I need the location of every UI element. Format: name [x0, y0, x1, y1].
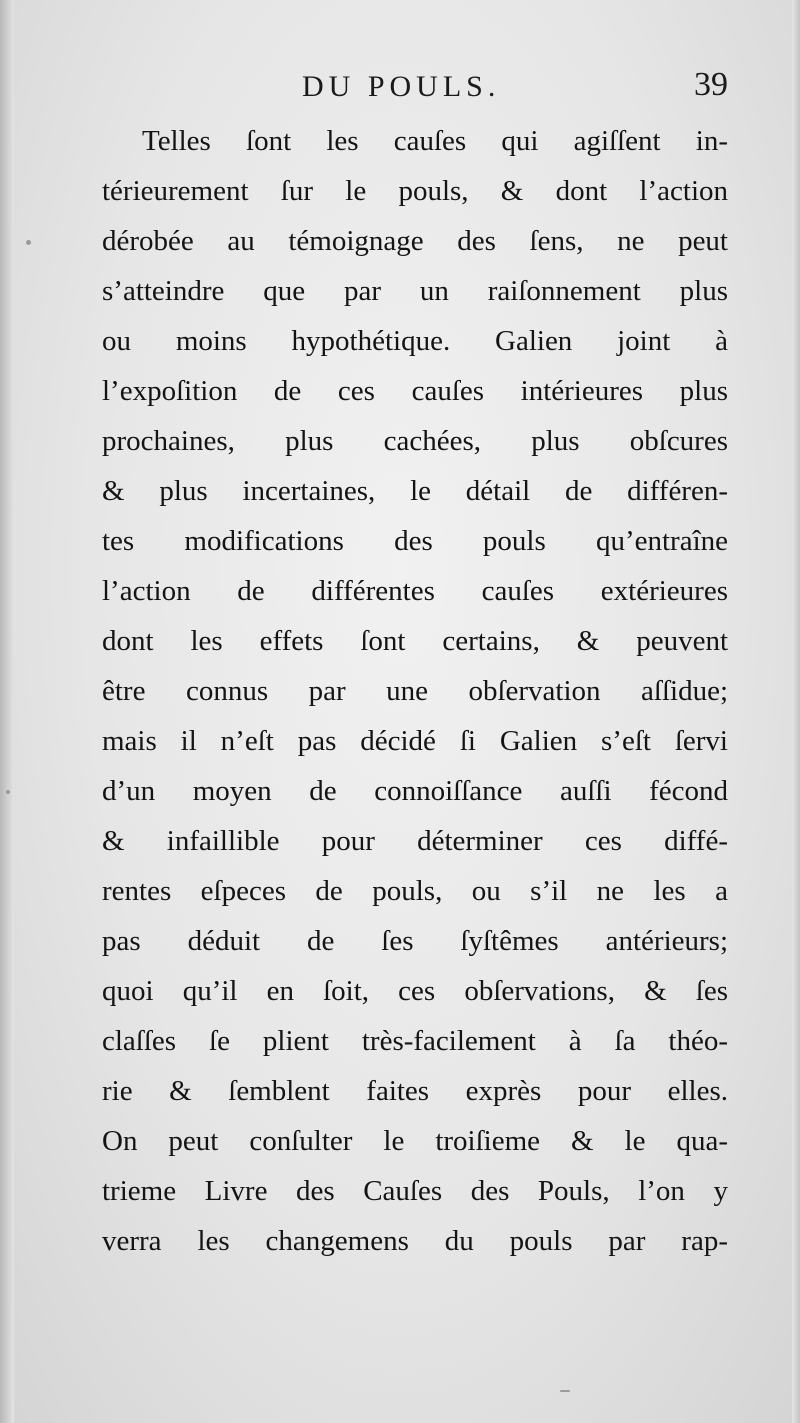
text-line: pas déduit de ſes ſyſtêmes antérieurs; [102, 925, 728, 957]
page-edge-left [0, 0, 14, 1423]
text-line: Telles ſont les cauſes qui agiſſent in- [142, 125, 728, 157]
text-line: verra les changemens du pouls par rap- [102, 1225, 728, 1257]
paper-speck [26, 240, 31, 245]
text-line: l’expoſition de ces cauſes intérieures plus [102, 375, 728, 407]
text-line: claſſes ſe plient très-facilement à ſa théo- [102, 1025, 728, 1057]
page-number: 39 [694, 66, 728, 103]
paper-speck [560, 1390, 570, 1392]
text-line: tes modifications des pouls qu’entraîne [102, 525, 728, 557]
text-line: & plus incertaines, le détail de différen- [102, 475, 728, 507]
text-line: rentes eſpeces de pouls, ou s’il ne les a [102, 875, 728, 907]
text-line: On peut conſulter le troiſieme & le qua- [102, 1125, 728, 1157]
text-line: prochaines, plus cachées, plus obſcures [102, 425, 728, 457]
body-text [102, 116, 728, 1266]
page-header [102, 62, 730, 122]
page-edge-right [792, 0, 800, 1423]
text-line: être connus par une obſervation aſſidue; [102, 675, 728, 707]
text-line: & infaillible pour déterminer ces diffé- [102, 825, 728, 857]
text-line: ou moins hypothétique. Galien joint à [102, 325, 728, 357]
text-line: térieurement ſur le pouls, & dont l’action [102, 175, 728, 207]
text-line: mais il n’eſt pas décidé ſi Galien s’eſt ſervi [102, 725, 728, 757]
text-line: quoi qu’il en ſoit, ces obſervations, & ſes [102, 975, 728, 1007]
running-head: DU POULS. [302, 70, 501, 103]
text-line: dérobée au témoignage des ſens, ne peut [102, 225, 728, 257]
text-line: d’un moyen de connoiſſance auſſi fécond [102, 775, 728, 807]
text-line: rie & ſemblent faites exprès pour elles. [102, 1075, 728, 1107]
text-line: trieme Livre des Cauſes des Pouls, l’on y [102, 1175, 728, 1207]
text-line: dont les effets ſont certains, & peuvent [102, 625, 728, 657]
text-line: s’atteindre que par un raiſonnement plus [102, 275, 728, 307]
paper-speck [6, 790, 10, 794]
text-line: l’action de différentes cauſes extérieures [102, 575, 728, 607]
